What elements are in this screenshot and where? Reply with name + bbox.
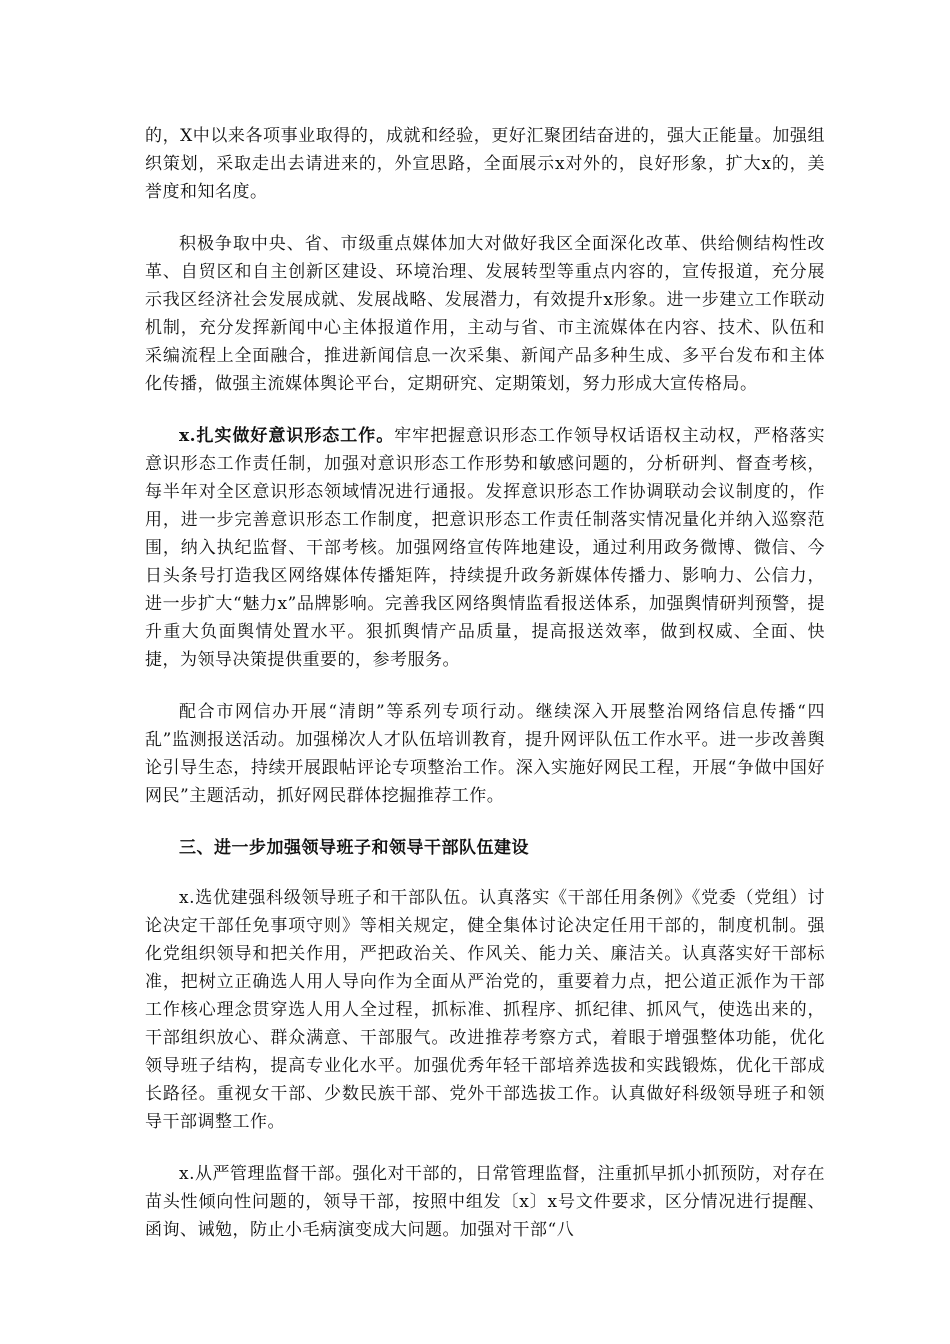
paragraph-media-coverage: 积极争取中央、省、市级重点媒体加大对做好我区全面深化改革、供给侧结构性改革、自贸区和自主创新区建设、环境治理、发展转型等重点内容的，宣传报道，充分展示我区经济社会发展成就、发展战略、发展潜力，有效提升x形象。进一步建立工作联动机制，充分发挥新闻中心主体报道作用，主动与省、市主流媒体在内容、技术、队伍和采编流程上全面融合，推进新闻信息一次采集、新闻产品多种生成、多平台发布和主体化传播，做强主流媒体舆论平台，定期研究、定期策划，努力形成大宣传格局。 [145,234,825,394]
paragraph-cyber-action: 配合市网信办开展“清朗”等系列专项行动。继续深入开展整治网络信息传播“四乱”监测报送活动。加强梯次人才队伍培训教育，提升网评队伍工作水平。进一步改善舆论引导生态，持续开展跟帖评论专项整治工作。深入实施好网民工程，开展“争做中国好网民”主题活动，抓好网民群体挖掘推荐工作。 [145,702,825,806]
paragraph-body: 牢牢把握意识形态工作领导权话语权主动权，严格落实意识形态工作责任制，加强对意识形态工作形势和敏感问题的，分析研判、督查考核，每半年对全区意识形态领域情况进行通报。发挥意识形态工作协调联动会议制度的，作用，进一步完善意识形态工作制度，把意识形态工作责任制落实情况量化并纳入巡察范围，纳入执纪监督、干部考核。加强网络宣传阵地建设，通过利用政务微博、微信、今日头条号打造我区网络媒体传播矩阵，持续提升政务新媒体传播力、影响力、公信力，进一步扩大“魅力x”品牌影响。完善我区网络舆情监看报送体系，加强舆情研判预警，提升重大负面舆情处置水平。狠抓舆情产品质量，提高报送效率，做到权威、全面、快捷，为领导决策提供重要的，参考服务。 [145,426,826,670]
paragraph-cadre-selection: x.选优建强科级领导班子和干部队伍。认真落实《干部任用条例》《党委（党组）讨论决定干部任免事项守则》等相关规定，健全集体讨论决定任用干部的，制度机制。强化党组织领导和把关作用，严把政治关、作风关、能力关、廉洁关。认真落实好干部标准，把树立正确选人用人导向作为全面从严治党的，重要着力点，把公道正派作为干部工作核心理念贯穿选人用人全过程，抓标准、抓程序、抓纪律、抓风气，使选出来的，干部组织放心、群众满意、干部服气。改进推荐考察方式，着眼于增强整体功能，优化领导班子结构，提高专业化水平。加强优秀年轻干部培养选拔和实践锻炼，优化干部成长路径。重视女干部、少数民族干部、党外干部选拔工作。认真做好科级领导班子和领导干部调整工作。 [145,888,825,1132]
section-heading: 三、进一步加强领导班子和领导干部队伍建设 [179,838,529,858]
paragraph-ideology-work [145,422,825,674]
document-page [145,122,825,1244]
paragraph-lead-title: x.扎实做好意识形态工作。 [179,426,395,446]
paragraph-cadre-supervision: x.从严管理监督干部。强化对干部的，日常管理监督，注重抓早抓小抓预防，对存在苗头性倾向性问题的，领导干部，按照中组发〔x〕x号文件要求，区分情况进行提醒、函询、诫勉，防止小毛病演变成大问题。加强对干部“八 [145,1164,825,1240]
paragraph-continuation: 的，X中以来各项事业取得的，成就和经验，更好汇聚团结奋进的，强大正能量。加强组织策划，采取走出去请进来的，外宣思路，全面展示x对外的，良好形象，扩大x的，美誉度和知名度。 [145,126,825,202]
